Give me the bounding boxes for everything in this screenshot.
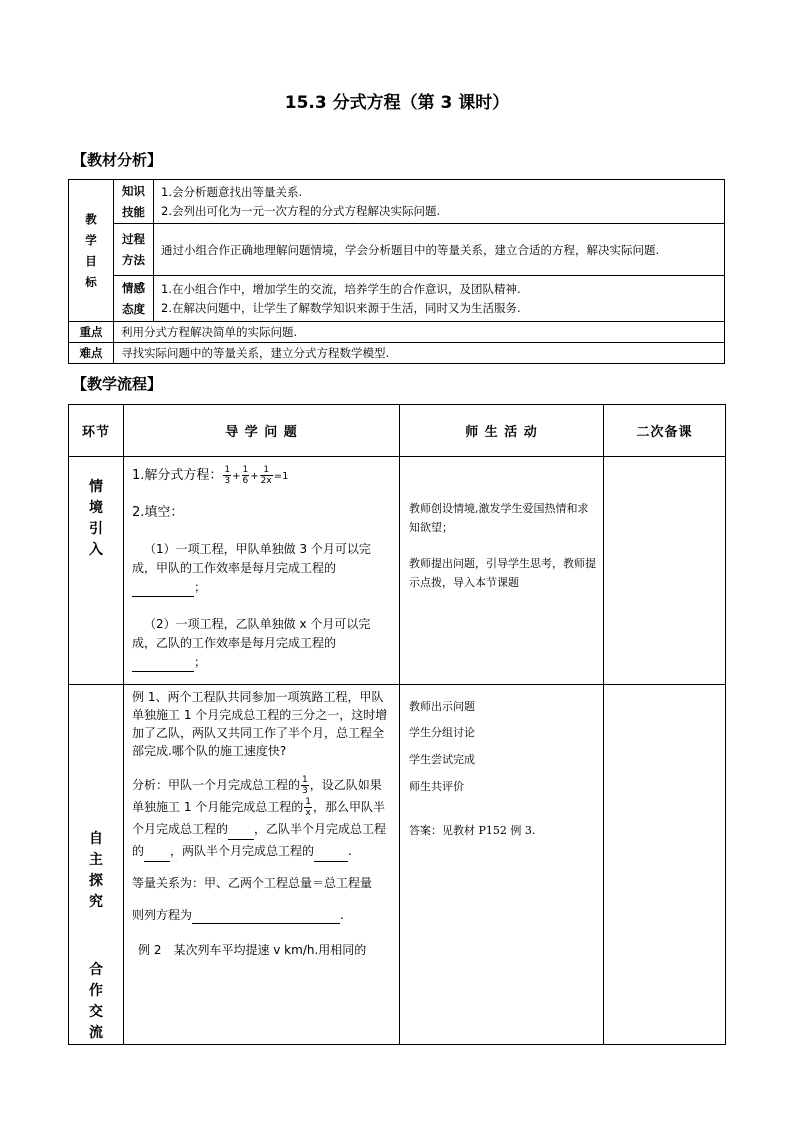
emotion-text: 1.在小组合作中，增加学生的交流，培养学生的合作意识，及团队精神. 2.在解决问题中，让学生了解数学知识来源于生活，同时又为生活服务. (154, 276, 725, 322)
example-1-analysis: 分析：甲队一个月完成总工程的 $\frac{1}{3}$ ，设乙队如果单独施工 1 个月能完成总工程的 $\frac{1}{x}$ ，那么甲队半个月完成总工程的 ，乙队半个月完成总工程的 ，两队半个月完成总工程的 . (132, 774, 393, 862)
header-stage: 环节 (69, 405, 124, 457)
section-heading-analysis: 【教材分析】 (72, 151, 163, 169)
answer-blank (192, 911, 340, 924)
intro-activities: 教师创设情境,激发学生爱国热情和求知欲望； 教师提出问题，引导学生思考，教师提示点拨，导入本节课题 (400, 457, 604, 685)
question-2a: （1）一项工程，甲队单独做 3 个月可以完成，甲队的工作效率是每月完成工程的； (132, 540, 393, 597)
intro-second-prep (604, 457, 726, 685)
fraction: $\frac{1}{3}$ (302, 775, 308, 796)
key-point-label: 重点 (69, 322, 114, 343)
stage-explore-cooperate: 自 主 探 究 合 作 交 流 (69, 685, 124, 1045)
intro-questions: 1.解分式方程： $\frac{1}{3}$ + $\frac{1}{6}$ + $\frac{1}{2x}$ =1 2.填空： （1）一项工程，甲队单独做 3 个月可以完成，甲队的工作效率是每月完成工程的； （2）一项工程，乙队单独做 x 个月可以完成，乙队的工作效率是每月完成工程的； (124, 457, 400, 685)
teaching-flow-table (68, 404, 726, 1045)
key-point-text: 利用分式方程解决简单的实际问题. (114, 322, 725, 343)
answer-blank (132, 584, 194, 597)
fraction: $\frac{1}{x}$ (305, 797, 311, 818)
section-heading-flow: 【教学流程】 (72, 375, 163, 393)
answer-blank (228, 827, 254, 840)
header-activities: 师 生 活 动 (400, 405, 604, 457)
process-text: 通过小组合作正确地理解问题情境，学会分析题目中的等量关系，建立合适的方程，解决实际问题. (154, 224, 725, 276)
answer-blank (314, 849, 348, 862)
analysis-table (68, 179, 725, 364)
example-1: 例 1、两个工程队共同参加一项筑路工程，甲队单独施工 1 个月完成总工程的三分之一，这时增加了乙队，两队又共同工作了半个月，总工程全部完成.哪个队的施工速度快? (132, 690, 388, 758)
example-2: 例 2 某次列车平均提速 v km/h.用相同的 (138, 943, 367, 957)
page-title: 15.3 分式方程（第 3 课时） (284, 93, 510, 113)
question-2b: （2）一项工程，乙队单独做 x 个月可以完成，乙队的工作效率是每月完成工程的； (132, 615, 393, 672)
equation-line: 则列方程为 . (132, 908, 344, 922)
difficulty-text: 寻找实际问题中的等量关系，建立分式方程数学模型. (114, 343, 725, 364)
process-label: 过程 方法 (114, 224, 154, 276)
answer-blank (144, 849, 170, 862)
difficulty-label: 难点 (69, 343, 114, 364)
knowledge-label: 知识 技能 (114, 180, 154, 224)
question-1-label: 1.解分式方程： (132, 468, 223, 483)
stage-intro: 情 境 引 入 (69, 457, 124, 685)
objectives-header: 教 学 目 标 (69, 180, 114, 322)
header-second-prep: 二次备课 (604, 405, 726, 457)
fraction: $\frac{1}{6}$ (242, 465, 249, 486)
header-questions: 导 学 问 题 (124, 405, 400, 457)
equal-relation: 等量关系为：甲、乙两个工程总量＝总工程量 (132, 876, 373, 890)
answer-blank (132, 659, 194, 672)
knowledge-text: 1.会分析题意找出等量关系. 2.会列出可化为一元一次方程的分式方程解决实际问题. (154, 180, 725, 224)
explore-activities: 教师出示问题 学生分组讨论 学生尝试完成 师生共评价 答案：见教材 P152 例 3. (400, 685, 604, 1045)
emotion-label: 情感 态度 (114, 276, 154, 322)
fraction: $\frac{1}{2x}$ (260, 465, 272, 486)
explore-second-prep (604, 685, 726, 1045)
explore-questions (124, 685, 400, 1045)
question-2-label: 2.填空： (132, 505, 184, 520)
fraction: $\frac{1}{3}$ (224, 465, 231, 486)
